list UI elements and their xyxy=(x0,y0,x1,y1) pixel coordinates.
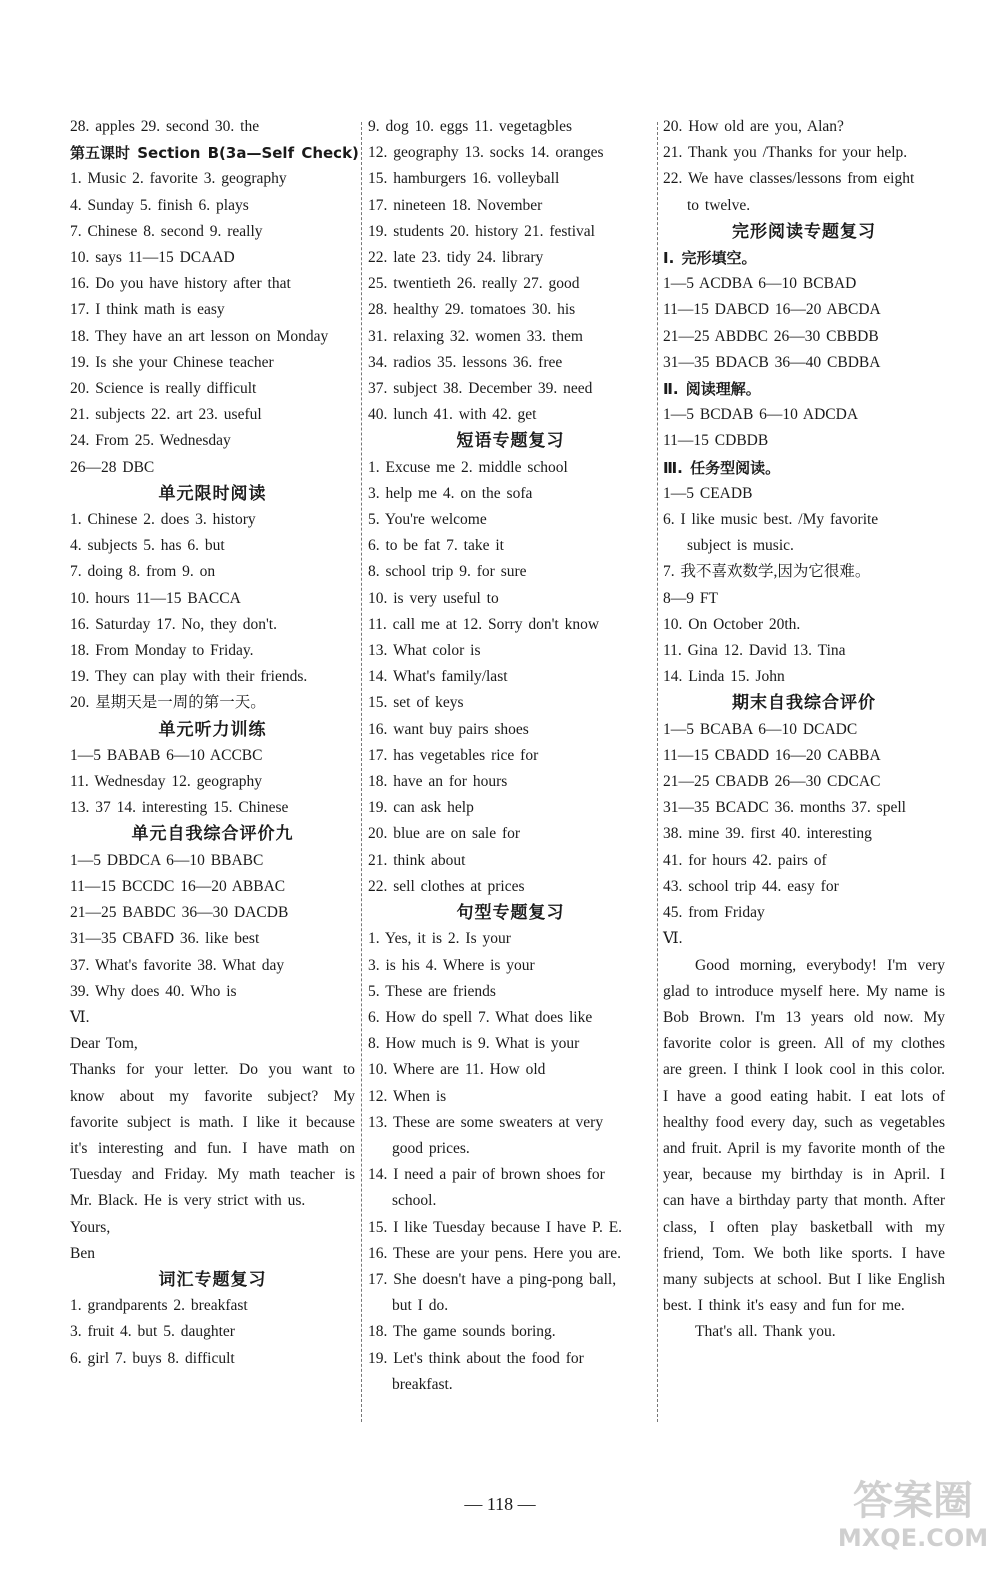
answer-line: 6. girl 7. buys 8. difficult xyxy=(70,1349,235,1367)
answer-line: 37. What's favorite 38. What day xyxy=(70,956,285,974)
answer-line-continued: good prices. xyxy=(392,1139,470,1157)
answer-line-continued: breakfast. xyxy=(392,1375,453,1393)
answer-column-3 xyxy=(663,114,945,1434)
watermark-logo xyxy=(838,1466,988,1556)
answer-line: 18. They have an art lesson on Monday xyxy=(70,327,329,345)
answer-line: 31—35 BDACB 36—40 CBDBA xyxy=(663,353,881,371)
answer-line: 22. sell clothes at prices xyxy=(368,877,525,895)
answer-line: 5. You're welcome xyxy=(368,511,487,529)
answer-line: 26—28 DBC xyxy=(70,458,155,476)
answer-line: 16. Saturday 17. No, they don't. xyxy=(70,615,277,633)
answer-line: 10. On October 20th. xyxy=(663,615,801,633)
answer-line: 1—5 BCABA 6—10 DCADC xyxy=(663,720,858,738)
answer-line: 3. fruit 4. but 5. daughter xyxy=(70,1323,235,1341)
answer-line: 15. I like Tuesday because I have P. E. xyxy=(368,1218,623,1236)
answer-line: 16. Do you have history after that xyxy=(70,275,291,293)
answer-line: 10. Where are 11. How old xyxy=(368,1061,546,1079)
answer-line: 1. Chinese 2. does 3. history xyxy=(70,511,256,529)
answer-line: 31—35 BCADC 36. months 37. spell xyxy=(663,799,906,817)
answer-line: 1. Yes, it is 2. Is your xyxy=(368,930,511,948)
answer-line: 10. is very useful to xyxy=(368,589,499,607)
answer-line: 14. Linda 15. John xyxy=(663,668,785,686)
answer-line: Ⅵ. xyxy=(70,1008,90,1026)
answer-line: 11—15 DABCD 16—20 ABCDA xyxy=(663,301,881,319)
answer-line: 19. can ask help xyxy=(368,799,474,817)
answer-line: 15. set of keys xyxy=(368,694,464,712)
answer-line: 41. for hours 42. pairs of xyxy=(663,851,827,869)
answer-line: 21—25 ABDBC 26—30 CBBDB xyxy=(663,327,879,345)
answer-line-continued: subject is music. xyxy=(687,537,794,555)
answer-line: 1—5 ACDBA 6—10 BCBAD xyxy=(663,275,857,293)
answer-column-2 xyxy=(368,114,653,1434)
answer-line: 17. nineteen 18. November xyxy=(368,196,543,214)
answer-line: 8. How much is 9. What is your xyxy=(368,1035,580,1053)
lesson-heading: 第五课时 Section B(3a—Self Check) xyxy=(70,144,359,163)
answer-line: 22. late 23. tidy 24. library xyxy=(368,249,544,267)
answer-line: 3. help me 4. on the sofa xyxy=(368,484,533,502)
answer-line: 31. relaxing 32. women 33. them xyxy=(368,327,583,345)
answer-line: 19. Is she your Chinese teacher xyxy=(70,353,274,371)
answer-line: 24. From 25. Wednesday xyxy=(70,432,231,450)
answer-line: Yours, xyxy=(70,1218,111,1236)
answer-line: 13. What color is xyxy=(368,642,481,660)
sub-heading: Ⅲ. 任务型阅读。 xyxy=(663,458,781,477)
column-divider xyxy=(361,122,362,1422)
watermark-url-text: MXQE.COM xyxy=(838,1524,988,1552)
answer-line: 4. subjects 5. has 6. but xyxy=(70,537,225,555)
answer-line: 1. grandparents 2. breakfast xyxy=(70,1297,248,1315)
answer-line: 19. Let's think about the food for xyxy=(368,1349,584,1367)
answer-line: 20. Science is really difficult xyxy=(70,380,257,398)
answer-line: 11. Gina 12. David 13. Tina xyxy=(663,642,846,660)
answer-line-continued: school. xyxy=(392,1192,437,1210)
answer-line: 6. to be fat 7. take it xyxy=(368,537,504,555)
answer-line-continued: but I do. xyxy=(392,1297,449,1315)
answer-line: 45. from Friday xyxy=(663,904,765,922)
speech-body: Good morning, everybody! I'm very glad to introduce myself here. My name is Bob Brown. I'm 13 years old now. My favorite color is green. All of my clothes are green. I think I look cool in this color. I have a good eating habit. I eat lots of healthy food every day, such as vegetables and fruit. April is my favorite month of the year, because my birthday is in April. I can have a birthday party that month. After class, I often play basketball with my friend, Tom. We both like sports. I have many subjects at school. But I like English best. I think it's easy and fun for me. xyxy=(663,956,945,1315)
answer-line: 1—5 CEADB xyxy=(663,484,753,502)
answer-line: 43. school trip 44. easy for xyxy=(663,877,839,895)
answer-line: 7. Chinese 8. second 9. really xyxy=(70,222,263,240)
section-heading: 短语专题复习 xyxy=(456,431,565,452)
answer-line: 38. mine 39. first 40. interesting xyxy=(663,825,872,843)
answer-line: 37. subject 38. December 39. need xyxy=(368,380,593,398)
answer-line: 17. I think math is easy xyxy=(70,301,225,319)
answer-line: 1—5 DBDCA 6—10 BBABC xyxy=(70,851,264,869)
section-heading: 单元自我综合评价九 xyxy=(131,824,294,845)
speech-closing: That's all. Thank you. xyxy=(695,1323,836,1341)
answer-line: Ben xyxy=(70,1244,95,1262)
answer-line: 11—15 BCCDC 16—20 ABBAC xyxy=(70,877,286,895)
answer-line: 13. These are some sweaters at very xyxy=(368,1113,604,1131)
answer-line: 20. 星期天是一周的第一天。 xyxy=(70,694,266,712)
answer-line: 28. apples 29. second 30. the xyxy=(70,118,260,135)
watermark-logo-text: 答案圈 xyxy=(853,1478,973,1524)
answer-line: 25. twentieth 26. really 27. good xyxy=(368,275,580,293)
answer-line: 5. These are friends xyxy=(368,982,496,1000)
answer-line: 4. Sunday 5. finish 6. plays xyxy=(70,196,249,214)
answer-line: 16. These are your pens. Here you are. xyxy=(368,1244,622,1262)
answer-line: 12. geography 13. socks 14. oranges xyxy=(368,144,604,162)
answer-line: 13. 37 14. interesting 15. Chinese xyxy=(70,799,289,817)
answer-line: 10. hours 11—15 BACCA xyxy=(70,589,241,607)
answer-line: 39. Why does 40. Who is xyxy=(70,982,237,1000)
answer-line: 20. blue are on sale for xyxy=(368,825,521,843)
answer-line: 18. From Monday to Friday. xyxy=(70,642,254,660)
answer-line: 11—15 CBADD 16—20 CABBA xyxy=(663,746,881,764)
answer-line: 1—5 BCDAB 6—10 ADCDA xyxy=(663,406,859,424)
answer-line: 21—25 CBADB 26—30 CDCAC xyxy=(663,773,881,791)
answer-line: 1. Excuse me 2. middle school xyxy=(368,458,568,476)
answer-line-continued: to twelve. xyxy=(687,196,751,214)
answer-line: 6. I like music best. /My favorite xyxy=(663,511,879,529)
page-number-text: 118 xyxy=(486,1494,514,1514)
answer-line: 16. want buy pairs shoes xyxy=(368,720,529,738)
answer-line: 15. hamburgers 16. volleyball xyxy=(368,170,560,188)
answer-line: 18. The game sounds boring. xyxy=(368,1323,556,1341)
answer-line: 21. subjects 22. art 23. useful xyxy=(70,406,262,424)
answer-column-1 xyxy=(70,114,359,1434)
section-heading: 单元限时阅读 xyxy=(158,483,267,504)
answer-line: 8—9 FT xyxy=(663,589,718,607)
answer-line: 11—15 CDBDB xyxy=(663,432,769,450)
column-divider xyxy=(657,122,658,1422)
answer-line: 7. doing 8. from 9. on xyxy=(70,563,216,581)
answer-line: 1. Music 2. favorite 3. geography xyxy=(70,170,287,188)
answer-line: 20. How old are you, Alan? xyxy=(663,118,844,135)
answer-line: 18. have an for hours xyxy=(368,773,508,791)
answer-line: 28. healthy 29. tomatoes 30. his xyxy=(368,301,576,319)
answer-line: 9. dog 10. eggs 11. vegetagbles xyxy=(368,118,572,135)
answer-line: 40. lunch 41. with 42. get xyxy=(368,406,537,424)
section-heading: 句型专题复习 xyxy=(456,903,565,924)
answer-line: 31—35 CBAFD 36. like best xyxy=(70,930,260,948)
section-heading: 期末自我综合评价 xyxy=(732,693,876,714)
answer-line: 34. radios 35. lessons 36. free xyxy=(368,353,563,371)
answer-line: 22. We have classes/lessons from eight xyxy=(663,170,915,188)
answer-line: Dear Tom, xyxy=(70,1035,138,1053)
answer-line: 3. is his 4. Where is your xyxy=(368,956,535,974)
answer-line: 21—25 BABDC 36—30 DACDB xyxy=(70,904,289,922)
answer-line: 11. call me at 12. Sorry don't know xyxy=(368,615,600,633)
answer-line: 21. Thank you /Thanks for your help. xyxy=(663,144,908,162)
answer-line: 6. How do spell 7. What does like xyxy=(368,1008,593,1026)
answer-line: 21. think about xyxy=(368,851,466,869)
answer-line: 10. says 11—15 DCAAD xyxy=(70,249,235,267)
letter-body: Thanks for your letter. Do you want to know about my favorite subject? My favorite subject is math. I like it because it's interesting and fun. I have math on Tuesday and Friday. My math teacher is Mr. Black. He is very strict with us. xyxy=(70,1061,355,1210)
section-heading: 词汇专题复习 xyxy=(158,1269,267,1290)
sub-heading: Ⅰ. 完形填空。 xyxy=(663,249,757,268)
sub-heading: Ⅱ. 阅读理解。 xyxy=(663,380,761,399)
answer-line: 14. What's family/last xyxy=(368,668,508,686)
answer-line: 19. They can play with their friends. xyxy=(70,668,308,686)
answer-line: 8. school trip 9. for sure xyxy=(368,563,527,581)
answer-line: 17. She doesn't have a ping-pong ball, xyxy=(368,1270,617,1288)
answer-line: 14. I need a pair of brown shoes for xyxy=(368,1166,605,1184)
answer-line: Ⅵ. xyxy=(663,930,683,948)
answer-line: 1—5 BABAB 6—10 ACCBC xyxy=(70,746,263,764)
page-number: — 118 — xyxy=(464,1494,536,1514)
answer-line: 11. Wednesday 12. geography xyxy=(70,773,262,791)
answer-line: 19. students 20. history 21. festival xyxy=(368,222,595,240)
section-heading: 单元听力训练 xyxy=(158,719,267,740)
answer-line: 12. When is xyxy=(368,1087,447,1105)
answer-line: 17. has vegetables rice for xyxy=(368,746,539,764)
answer-line: 7. 我不喜欢数学,因为它很难。 xyxy=(663,563,871,581)
section-heading: 完形阅读专题复习 xyxy=(732,221,876,242)
